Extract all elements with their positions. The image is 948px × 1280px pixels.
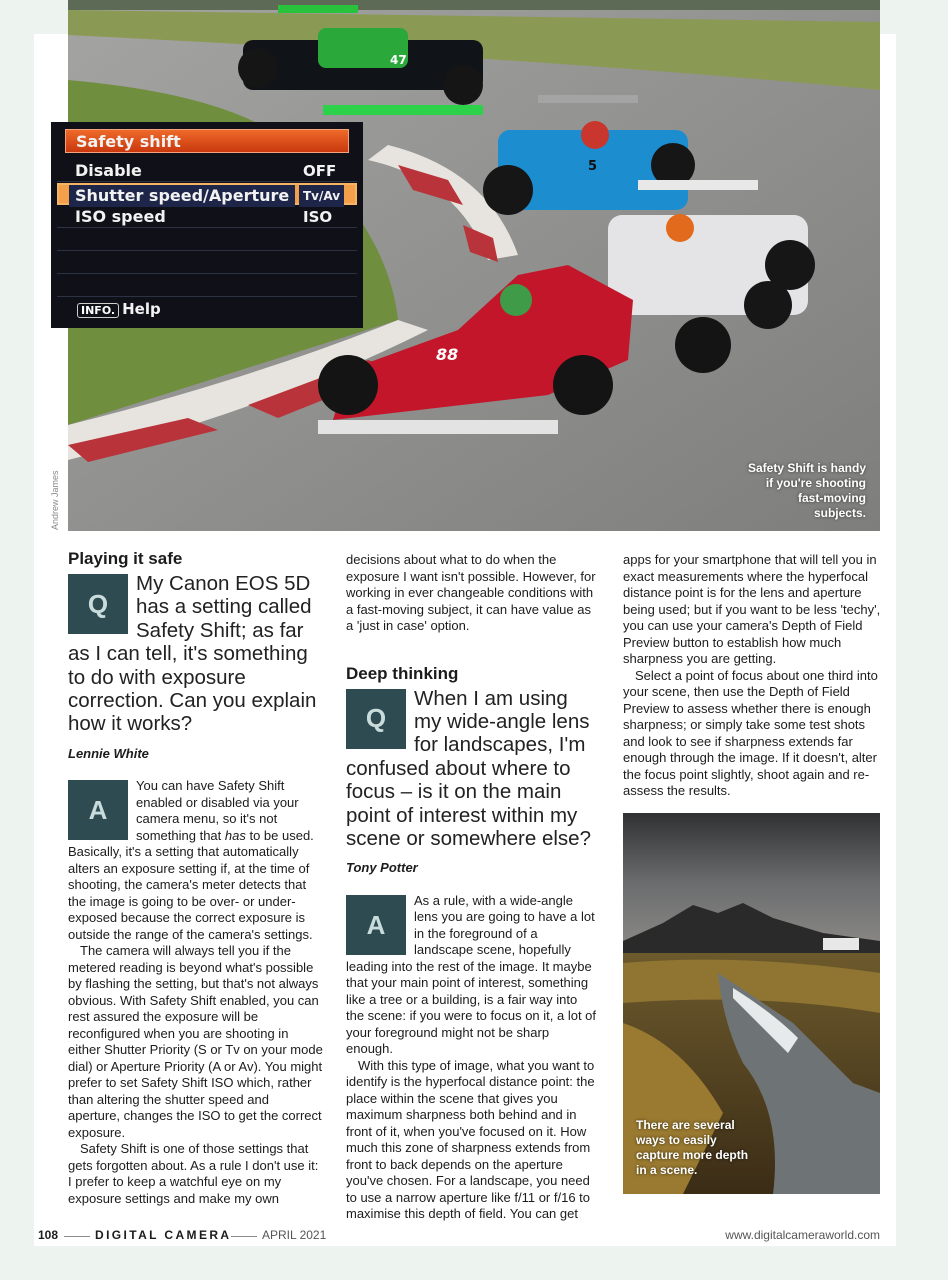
answer-paragraph: The camera will always tell you if the metered reading is beyond what's possible by flashing the setting, but that's not always obvious. With Safety Shift enabled, you can rest assured the exposure will be reconfigured when you are shooting in either Shutter Priority (S or Tv on your mode dial) or Aperture Priority (A or Av). You might prefer to set Safety Shift ISO which, rather than altering the shutter speed and aperture, changes the ISO to get the correct exposure. [68, 943, 323, 1140]
landscape-caption: There are several ways to easily capture more depth in a scene. [636, 1118, 749, 1177]
answer-emphasis: has [224, 827, 246, 843]
q-badge: Q [346, 689, 406, 749]
menu-row-empty [57, 275, 357, 297]
answer-paragraph: Select a point of focus about one third into your scene, then use the Depth of Field Preview to assess whether there is enough sharpness; or simply take some test shots and look to see if sharpness extends far enough through the image. If it doesn't, alter the focus point slightly, shoot again and re-assess the results. [623, 667, 878, 798]
menu-title: Safety shift [65, 129, 349, 153]
answer-paragraph: Safety Shift is one of those settings that gets forgotten about. As a rule I don't use it: I prefer to keep a watchful eye on my exposure settings and make my own [68, 1141, 319, 1206]
menu-row-iso [57, 206, 357, 228]
menu-row-empty [57, 229, 357, 251]
a-badge: A [68, 780, 128, 840]
answer-paragraph-continued: decisions about what to do when the exposure I want isn't possible. However, for working in ever changeable conditions with a fast-moving subject, it can have value as a 'just in case' option. [346, 552, 596, 633]
a-badge: A [346, 895, 406, 955]
svg-text:47: 47 [390, 53, 407, 67]
answer-paragraph: As a rule, with a wide-angle lens you are going to have a lot in the foreground of a landscape scene, hopefully leading into the rest of the image. It maybe that your main point of interest, something like a tree or a building, is a fair way into the scene: if you were to focus on it, a lot of your foreground might not be sharp enough. [346, 892, 597, 1057]
answer-block [346, 893, 598, 1223]
landscape-photo [623, 813, 880, 1194]
section-heading-deep-thinking: Deep thinking [346, 663, 459, 683]
info-button-icon: INFO. [77, 303, 119, 318]
menu-row-value: ISO [303, 208, 333, 226]
section-heading-playing-it-safe: Playing it safe [68, 549, 183, 568]
footer-rule [231, 1236, 257, 1237]
photo-credit: Andrew James [50, 470, 60, 530]
question-block [346, 687, 598, 851]
menu-row-value: OFF [303, 162, 337, 180]
magazine-name: DIGITAL CAMERA [95, 1228, 232, 1242]
column-3 [623, 552, 881, 800]
svg-text:5: 5 [588, 159, 598, 174]
column-2 [346, 552, 598, 1223]
answer-paragraph-continued: apps for your smartphone that will tell you in exact measurements where the hyperfocal distance point is for the lens and aperture being used; but if you want to be less 'techy', you can use your camera's Depth of Field Preview button to establish how much sharpness you are getting. [623, 552, 881, 666]
question-text: My Canon EOS 5D has a setting called Safety Shift; as far as I can tell, it's something to do with exposure correction. Can you explain how it works? [68, 572, 317, 736]
answer-text: to be used. Basically, it's a setting that automatically alters an exposure setting if, at the time of shooting, the camera's meter detects that the image is going to be over- or under-exposed because the correct exposure is outside the range of the camera's settings. [68, 827, 314, 942]
camera-menu-screenshot [51, 122, 363, 328]
website-url[interactable]: www.digitalcameraworld.com [725, 1228, 880, 1242]
svg-text:88: 88 [436, 345, 459, 364]
menu-row-empty [57, 252, 357, 274]
menu-row-label: Shutter speed/Aperture [69, 185, 295, 207]
answer-block [68, 778, 324, 1207]
question-author: Tony Potter [346, 860, 418, 876]
menu-help [77, 300, 161, 318]
question-author: Lennie White [68, 745, 149, 761]
issue-date: APRIL 2021 [262, 1228, 327, 1242]
footer-rule [64, 1236, 90, 1237]
question-text: When I am using my wide-angle lens for landscapes, I'm confused about where to focus – is it on the main point of interest within my scene or somewhere else? [346, 686, 591, 850]
page-number: 108 [38, 1228, 59, 1242]
q-badge: Q [68, 574, 128, 634]
menu-row-value: Tv/Av [299, 185, 344, 207]
question-block [68, 572, 324, 736]
answer-paragraph: With this type of image, what you want to identify is the hyperfocal distance point: the place within the scene that gives you maximum sharpness both behind and in front of it, when you've focused on it. How much this zone of sharpness extends from front to back depends on the aperture you've chosen. For a landscape, you need to use a narrow aperture like f/11 or f/16 to maximise this depth of field. You can get [346, 1057, 595, 1222]
menu-row-shutter-aperture [57, 183, 357, 205]
column-1 [68, 548, 324, 1207]
answer-text: You can have Safety Shift enabled or disabled via your camera menu, so it's not something that [136, 778, 299, 843]
menu-row-label: ISO speed [75, 207, 166, 226]
menu-row-disable [57, 160, 357, 182]
menu-help-label: Help [122, 300, 161, 318]
menu-row-label: Disable [75, 161, 142, 180]
hero-caption: Safety Shift is handy if you're shooting fast-moving subjects. [747, 461, 866, 520]
